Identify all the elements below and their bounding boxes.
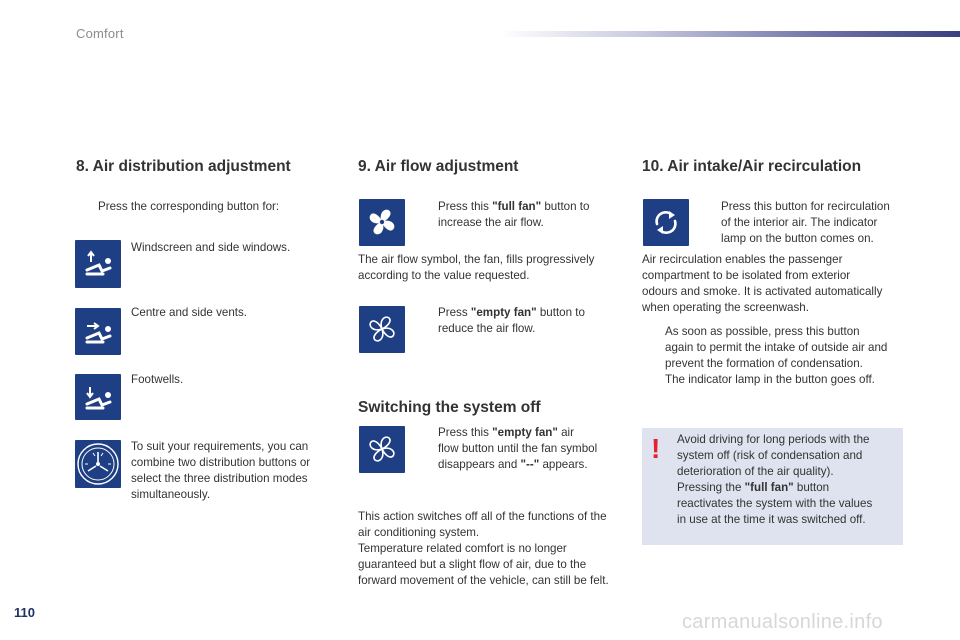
windscreen-airflow-button[interactable] — [75, 240, 121, 288]
recirculation-soon-text: As soon as possible, press this button again to permit the intake of outside air and prevent the formation of condensation. The indicator lamp in the button goes off. — [665, 325, 888, 386]
centre-vents-airflow-button[interactable] — [75, 308, 121, 355]
distribution-combine-text: To suit your requirements, you can combine two distribution buttons or select the three distribution modes simultaneously. — [131, 440, 311, 501]
switch-off-footer-para: This action switches off all of the functions of the air conditioning system. Temperature related comfort is no longer guaranteed but a slight flow of air, due to the forward movement of the vehicle, can still be felt. — [358, 510, 609, 587]
page-number: 110 — [14, 605, 35, 620]
footwell-airflow-icon — [75, 374, 121, 420]
distribution-intro: Press the corresponding button for: — [98, 200, 280, 213]
recirculation-para: Air recirculation enables the passenger compartment to be isolated from exterior odours and smoke. It is activated automatically when operating the screenwash. — [642, 253, 883, 314]
warning-icon: ! — [651, 433, 661, 464]
switch-off-text: Press this "empty fan" air flow button until the fan symbol disappears and "--" appears. — [438, 426, 598, 471]
fan-empty-icon — [359, 306, 405, 353]
fan-off-icon — [359, 426, 405, 473]
full-fan-text: Press this "full fan" button to increase the air flow. — [438, 200, 590, 229]
distribution-dial-icon — [75, 440, 121, 488]
windscreen-airflow-icon — [75, 240, 121, 288]
empty-fan-button[interactable] — [359, 306, 405, 353]
air-flow-para: The air flow symbol, the fan, fills progressively according to the value requested. — [358, 253, 595, 282]
heading-air-recirculation: 10. Air intake/Air recirculation — [642, 158, 862, 175]
footwell-airflow-button[interactable] — [75, 374, 121, 420]
centre-vents-airflow-icon — [75, 308, 121, 355]
section-title: Comfort — [76, 26, 124, 41]
empty-fan-text: Press "empty fan" button to reduce the air flow. — [438, 306, 585, 335]
warning-text: Avoid driving for long periods with the system off (risk of condensation and deterioration of the air quality). Pressing the "full fan" button reactivates the system with the values in use at the time it was switched off. — [677, 433, 873, 526]
watermark: carmanualsonline.info — [682, 611, 883, 633]
distribution-dial-button[interactable] — [75, 440, 121, 488]
heading-air-flow: 9. Air flow adjustment — [358, 158, 519, 175]
header-decor-bar — [500, 31, 960, 37]
recirculation-icon — [643, 199, 689, 246]
recirculation-button[interactable] — [643, 199, 689, 246]
centre-vents-label: Centre and side vents. — [131, 306, 248, 319]
full-fan-button[interactable] — [359, 199, 405, 246]
windscreen-label: Windscreen and side windows. — [131, 241, 291, 254]
heading-air-distribution: 8. Air distribution adjustment — [76, 158, 291, 175]
fan-off-button[interactable] — [359, 426, 405, 473]
footwells-label: Footwells. — [131, 373, 184, 386]
fan-full-icon — [359, 199, 405, 246]
recirculation-press-text: Press this button for recirculation of the interior air. The indicator lamp on the button comes on. — [721, 200, 890, 245]
heading-switching-off: Switching the system off — [358, 399, 541, 416]
